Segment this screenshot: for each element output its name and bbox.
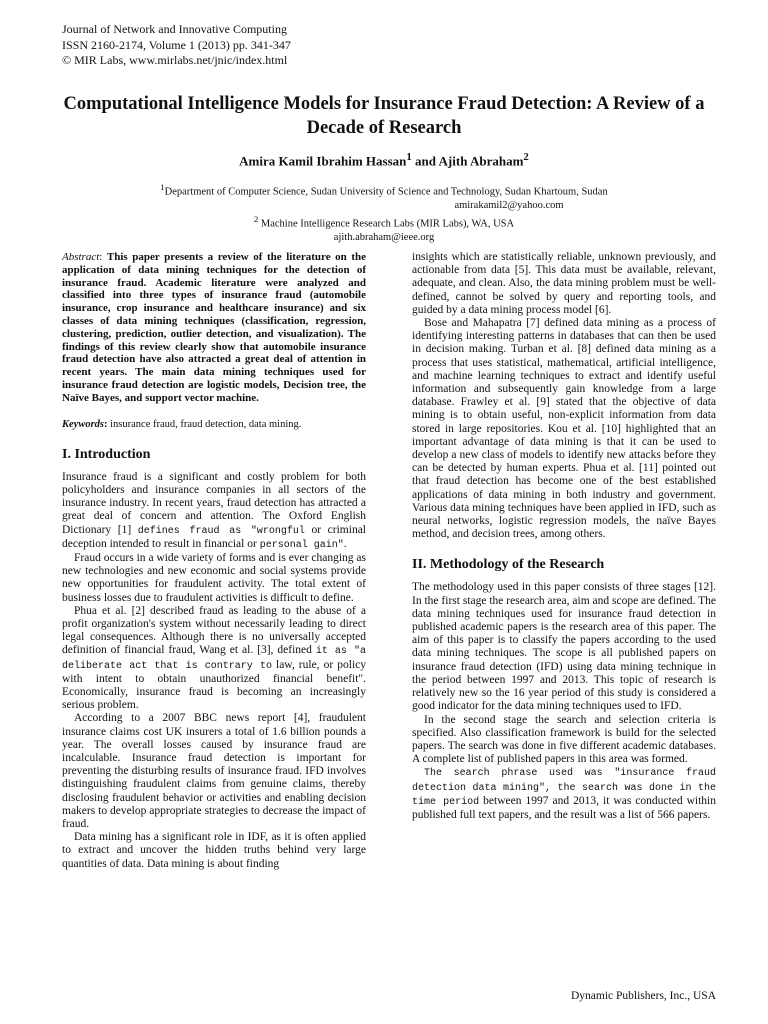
intro-p1-text-c: . <box>343 537 347 550</box>
keywords-colon: : <box>104 418 111 430</box>
affiliation-2-sup: 2 <box>253 213 259 224</box>
intro-p1-quote-a: defines fraud as "wrongful <box>137 525 305 537</box>
author-and: and <box>411 153 439 169</box>
intro-paragraph-6: insights which are statistically reliable, unknown previously, and actionable from data [5]. This data must be available, relevant, adequate, and clean. Also, the data mining problem must be well-defined, cannot be solved by query and reporting tools, and guided by a data mining process model [6]. <box>412 251 716 316</box>
method-paragraph-2: In the second stage the search and selection criteria is specified. Also classification framework is build for the selected papers. The search was done in five different academic databases. A complete list of published papers in this area was formed. <box>412 713 716 766</box>
intro-p1-quote-b: personal gain" <box>259 539 344 551</box>
email-1: amirakamil2@yahoo.com <box>454 200 564 211</box>
journal-name: Journal of Network and Innovative Computing <box>62 22 287 36</box>
author-1: Amira Kamil Ibrahim Hassan <box>239 153 407 169</box>
affiliation-1-text: Department of Computer Science, Sudan University of Science and Technology, Sudan Khartoum, Sudan <box>164 186 608 198</box>
intro-paragraph-7: Bose and Mahapatra [7] defined data mining as a process of identifying interesting patterns in databases that can then be used in decision making. Turban et al. [8] defined data mining as a process that uses statistical, mathematical, artificial intelligence, and machine learning techniques to extract and identify useful information and subsequently gain knowledge from a large database. Frawley et al. [9] stated that the objective of data mining is to obtain useful, non-explicit information from data stored in large repositories. Kou et al. [10] highlighted that an important advantage of data mining is that it can be used to develop a new class of models to identify new attacks before they can be detected by human experts. Phua et al. [11] pointed out that fraud detection has become one of the best established applications of data mining in both industry and government. Various data mining techniques have been applied in IFD, such as neural networks, logistic regression models, the naïve Bayes method, and decision trees, among others. <box>412 317 716 541</box>
intro-paragraph-3 <box>62 605 366 713</box>
intro-p1-text-b: or criminal deception intended to result in financial or <box>62 523 366 550</box>
keywords-text: insurance fraud, fraud detection, data mining. <box>110 418 302 430</box>
intro-p3-text-a: Phua et al. [2] described fraud as leading to the abuse of a profit organization's system without necessarily leading to direct legal consequences. Although there is no universally accepted definition of financial fraud, Wang et al. [3], defined <box>62 604 366 657</box>
method-paragraph-3 <box>412 766 716 822</box>
publisher-footer: Dynamic Publishers, Inc., USA <box>570 990 716 1002</box>
journal-site: © MIR Labs, www.mirlabs.net/jnic/index.html <box>62 53 288 67</box>
intro-p3-quote: it as "a deliberate act that is contrary to <box>62 646 366 672</box>
intro-paragraph-4: According to a 2007 BBC news report [4], fraudulent insurance claims cost UK insurers a total of 1.6 billion pounds a year. The overall losses caused by insurance fraud are incalculable. Insurance fraud detection is important for preventing the disturbing results of insurance fraud. IFD involves distinguishing fraudulent claims from genuine claims, thereby disclosing fraudulent behavior or activities and enabling decision makers to develop appropriate strategies to decrease the impact of fraud. <box>62 712 366 831</box>
section-1-heading: I. Introduction <box>62 446 151 462</box>
journal-header <box>62 22 291 69</box>
intro-p1-text-a: Insurance fraud is a significant and costly problem for both policyholders and insurance companies in all sectors of the insurance industry. In recent years, fraud detection has attracted a great deal of concern and attention. The Oxford English Dictionary [1] <box>62 470 366 536</box>
method-paragraph-1: The methodology used in this paper consists of three stages [12]. In the first stage the research area, aim and scope are defined. The data mining techniques used for insurance fraud detection in published academic papers is the research area of this paper. The aim of this paper is to classify the papers according to the used data mining techniques. The scope is all published papers on insurance fraud detection (IFD) using data mining technique in the period between 1997 and 2013. This topic of research is relatively new so the 16 year period of this study is considered a good indicator for the data mining techniques used to IFD. <box>412 581 716 713</box>
intro-paragraph-2: Fraud occurs in a wide variety of forms and is ever changing as new technologies and new economic and social systems provide new opportunities for fraudulent activity. The total extent of business losses due to fraudulent activities is difficult to define. <box>62 551 366 604</box>
affiliation-2-text: Machine Intelligence Research Labs (MIR Labs), WA, USA <box>258 218 515 229</box>
affiliation-2 <box>60 213 708 231</box>
abstract-label: Abstract <box>62 251 100 263</box>
author-line <box>60 151 708 169</box>
method-p3-quote: The search phrase used was "insurance fraud detection data mining", the search was done in the time period <box>412 768 716 808</box>
section-2-heading: II. Methodology of the Research <box>412 557 605 573</box>
left-column <box>62 251 366 871</box>
keywords-label: Keywords <box>62 418 104 430</box>
right-column <box>412 251 716 822</box>
intro-p3-text-b: law, rule, or policy with intent to obtain unauthorized financial benefit". Economically, insurance fraud is becoming an increasingly serious problem. <box>62 658 366 712</box>
affiliation-1 <box>60 181 708 199</box>
author-2: Ajith Abraham <box>438 153 524 169</box>
intro-paragraph-1 <box>62 471 366 552</box>
author-2-sup: 2 <box>523 151 529 163</box>
abstract <box>62 251 366 405</box>
affiliation-1-sup: 1 <box>160 182 165 192</box>
journal-issn: ISSN 2160-2174, Volume 1 (2013) pp. 341-347 <box>62 37 291 52</box>
email-2: ajith.abraham@ieee.org <box>333 231 435 243</box>
intro-paragraph-5: Data mining has a significant role in IDF, as it is often applied to extract and uncover the hidden truths behind very large quantities of data. Data mining is about finding <box>62 831 366 870</box>
abstract-text: This paper presents a review of the literature on the application of data mining techniques for the detection of insurance fraud. Academic literature were analyzed and classified into three types of insurance fraud (automobile insurance, crop insurance and healthcare insurance) and six classes of data mining techniques (classification, regression, clustering, prediction, outlier detection, and visualization). The findings of this review clearly show that automobile insurance fraud detection have also attracted a great deal of attention in recent years. The main data mining techniques used for insurance fraud detection are logistic models, Decision tree, the Naïve Bayes, and support vector machine. <box>62 251 366 404</box>
author-1-sup: 1 <box>406 151 412 163</box>
method-p3-text: between 1997 and 2013, it was conducted within published full text papers, and the result was a list of 566 papers. <box>412 794 716 821</box>
abstract-colon: : <box>99 251 107 263</box>
paper-title: Computational Intelligence Models for Insurance Fraud Detection: A Review of a Decade of Research <box>63 94 705 138</box>
keywords <box>62 418 366 431</box>
affiliations <box>60 181 708 244</box>
